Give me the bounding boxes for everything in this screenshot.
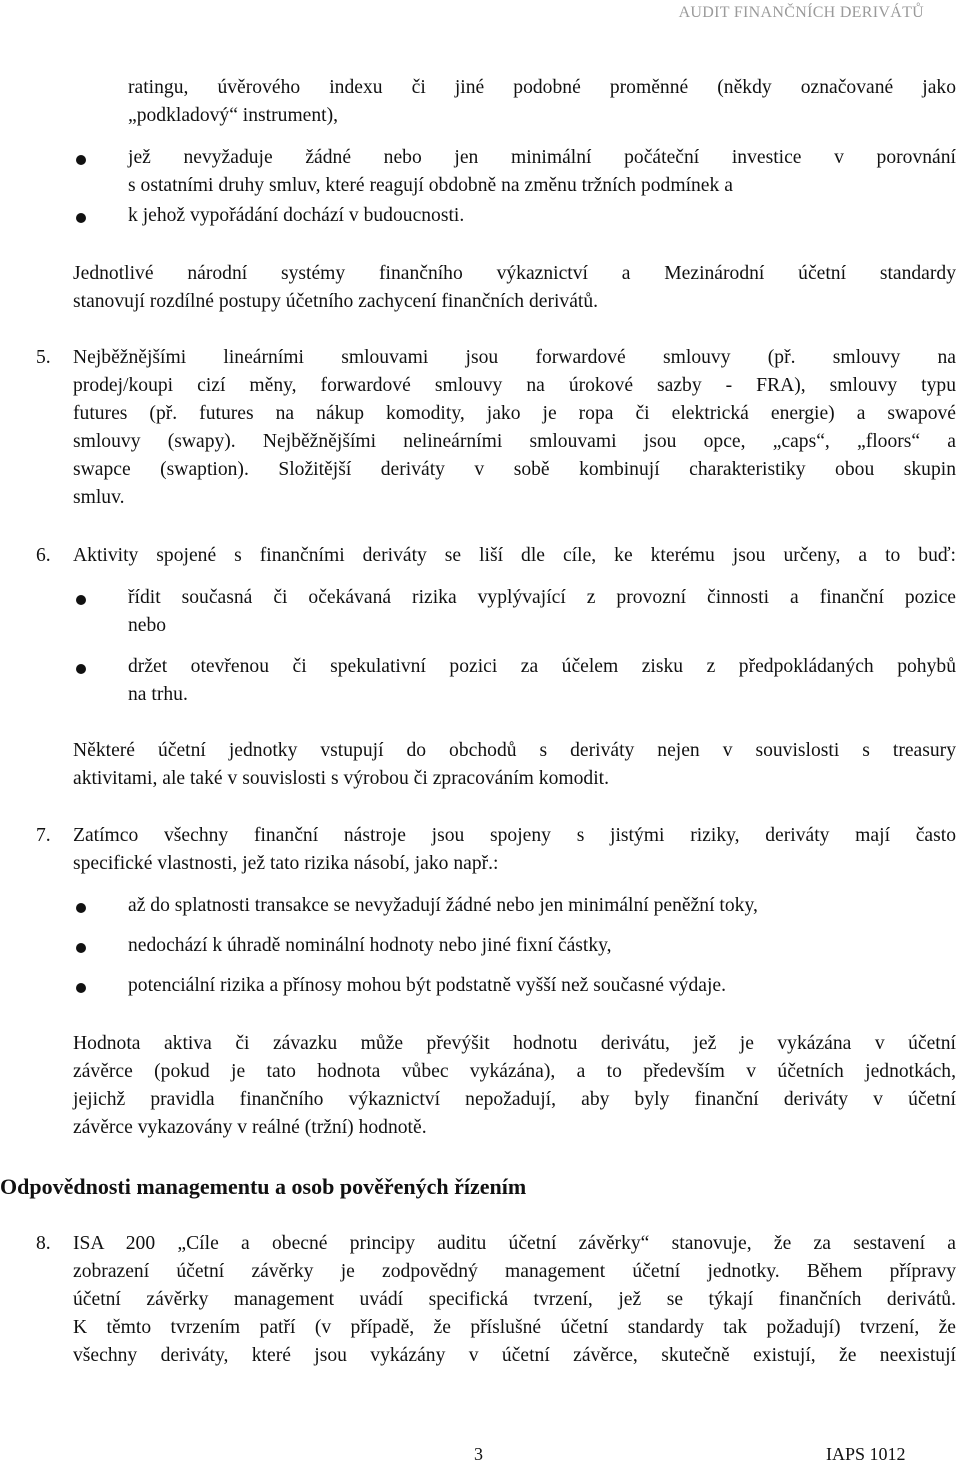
paragraph-number: 5. [36, 347, 51, 368]
text-line: specifické vlastnosti, jež tato rizika násobí, jako např.: [73, 853, 499, 874]
text-line: na trhu. [128, 684, 188, 705]
text-line: závěrce vykazovány v reálné (tržní) hodnotě. [73, 1117, 427, 1138]
text-line: nebo [128, 615, 167, 636]
text-line: účetní závěrky management uvádí specifická tvrzení, jež se týkají finančních derivátů. [73, 1289, 956, 1310]
text-line: zobrazení účetní závěrky je zodpovědný management účetní jednotky. Během přípravy [73, 1261, 956, 1282]
text-line: držet otevřenou či spekulativní pozici za účelem zisku z předpokládaných pohybů [128, 656, 956, 677]
bullet-icon [76, 664, 86, 674]
bullet-icon [76, 983, 86, 993]
text-line: prodej/koupi cizí měny, forwardové smlouvy na úrokové sazby - FRA), smlouvy typu [73, 375, 956, 396]
bullet-icon [76, 213, 86, 223]
paragraph-number: 8. [36, 1233, 51, 1254]
text-line: všechny deriváty, které jsou vykázány v účetní závěrce, skutečně existují, že neexistují [73, 1345, 956, 1366]
text-line: ratingu, úvěrového indexu či jiné podobné proměnné (někdy označované jako [128, 77, 956, 98]
text-line: nedochází k úhradě nominální hodnoty nebo jiné fixní částky, [128, 935, 612, 956]
text-line: řídit současná či očekávaná rizika vyplývající z provozní činnosti a finanční pozice [128, 587, 956, 608]
text-line: „podkladový“ instrument), [128, 105, 339, 126]
text-line: Některé účetní jednotky vstupují do obchodů s deriváty nejen v souvislosti s treasury [73, 740, 956, 761]
bullet-icon [76, 595, 86, 605]
text-line: swapce (swaption). Složitější deriváty v sobě kombinují charakteristiky obou skupin [73, 459, 956, 480]
text-line: Hodnota aktiva či závazku může převýšit hodnotu derivátu, jež je vykázána v účetní [73, 1033, 956, 1054]
text-line: Nejběžnějšími lineárními smlouvami jsou forwardové smlouvy (př. smlouvy na [73, 347, 956, 368]
text-line: závěrce (pokud je tato hodnota vůbec vykázána), a to především v účetních jednotkách, [73, 1061, 956, 1082]
text-line: Aktivity spojené s finančními deriváty se liší dle cíle, ke kterému jsou určeny, a to buď: [73, 545, 956, 566]
text-line: s ostatními druhy smluv, které reagují obdobně na změnu tržních podmínek a [128, 175, 733, 196]
paragraph-number: 6. [36, 545, 51, 566]
page-number: 3 [474, 1444, 483, 1464]
text-line: K těmto tvrzením patří (v případě, že příslušné účetní standardy tak požadují) tvrzení, že [73, 1317, 956, 1338]
text-line: potenciální rizika a přínosy mohou být podstatně vyšší než současné výdaje. [128, 975, 727, 996]
running-header: AUDIT FINANČNÍCH DERIVÁTŮ [678, 4, 924, 21]
text-line: ISA 200 „Cíle a obecné principy auditu účetní závěrky“ stanovuje, že za sestavení a [73, 1233, 956, 1254]
paragraph-number: 7. [36, 825, 51, 846]
text-line: smlouvy (swapy). Nejběžnějšími nelineárními smlouvami jsou opce, „caps“, „floors“ a [73, 431, 956, 452]
text-line: aktivitami, ale také v souvislosti s výrobou či zpracováním komodit. [73, 768, 610, 789]
text-line: Zatímco všechny finanční nástroje jsou spojeny s jistými riziky, deriváty mají často [73, 825, 956, 846]
text-line: k jehož vypořádání dochází v budoucnosti. [128, 205, 465, 226]
bullet-icon [76, 903, 86, 913]
text-line: jež nevyžaduje žádné nebo jen minimální počáteční investice v porovnání [128, 147, 956, 168]
text-line: smluv. [73, 487, 125, 508]
section-heading: Odpovědnosti managementu a osob pověřených řízením [0, 1174, 527, 1199]
bullet-icon [76, 943, 86, 953]
text-line: jejichž pravidla finančního výkaznictví nepožadují, aby byly finanční deriváty v účetní [73, 1089, 956, 1110]
text-line: futures (př. futures na nákup komodity, jako je ropa či elektrická energie) a swapové [73, 403, 956, 424]
text-line: až do splatnosti transakce se nevyžadují žádné nebo jen minimální peněžní toky, [128, 895, 758, 916]
bullet-icon [76, 155, 86, 165]
text-line: stanovují rozdílné postupy účetního zachycení finančních derivátů. [73, 291, 599, 312]
text-line: Jednotlivé národní systémy finančního výkaznictví a Mezinárodní účetní standardy [73, 263, 956, 284]
document-code: IAPS 1012 [826, 1444, 906, 1464]
